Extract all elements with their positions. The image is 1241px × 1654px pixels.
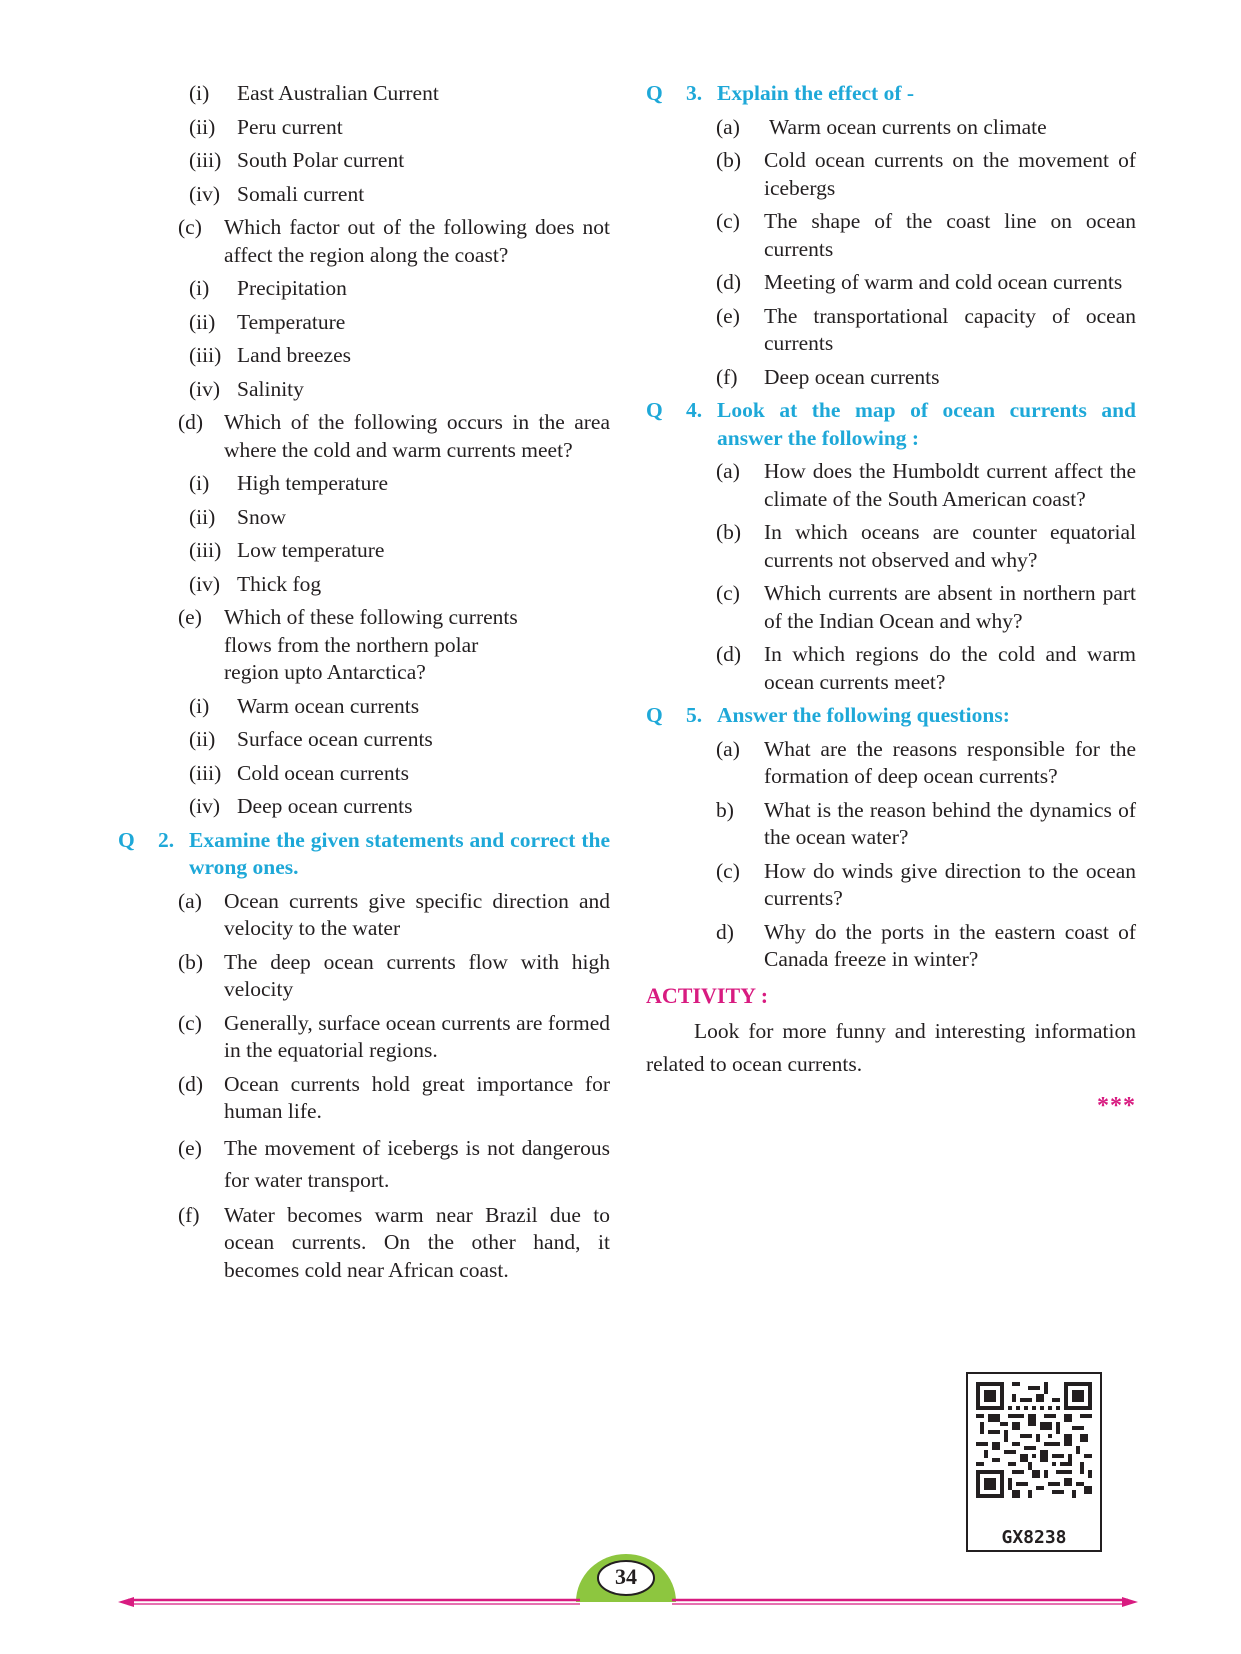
- sub-question-row: b) What is the reason behind the dynamics of the ocean water?: [716, 797, 1136, 849]
- question-e: (e) Which of these following currents flows from the northern polar region upto Antarctica?: [178, 605, 518, 684]
- sub-question-row: (b) Cold ocean currents on the movement of icebergs: [716, 148, 1136, 200]
- question-text: Examine the given statements and correct the wrong ones.: [189, 827, 610, 879]
- question-2-heading: [118, 827, 610, 882]
- statement-row: (b) The deep ocean currents flow with high velocity: [178, 949, 610, 1001]
- statement-row: (e) The movement of icebergs is not dangerous for water transport.: [178, 1135, 610, 1192]
- question-text: Look at the map of ocean currents and answer the following :: [717, 398, 1136, 450]
- question-number: 3.: [686, 81, 703, 105]
- option-row: (i) High temperature: [189, 471, 389, 495]
- statement-row: (a) Ocean currents give specific direction and velocity to the water: [178, 888, 610, 940]
- option-row: (iv) Thick fog: [189, 571, 322, 596]
- question-label: Q: [118, 827, 135, 852]
- question-5-heading: [646, 702, 1136, 730]
- sub-question-row: (a) How does the Humboldt current affect the climate of the South American coast?: [716, 459, 1136, 511]
- sub-question-row: (e) The transportational capacity of ocean currents: [716, 303, 1136, 355]
- question-label: Q: [646, 81, 663, 105]
- page-number: 34: [615, 1564, 637, 1589]
- question-label: Q: [646, 703, 663, 727]
- sub-question-row: (a) What are the reasons responsible for the formation of deep ocean currents?: [716, 736, 1136, 788]
- qr-code-icon: [976, 1382, 1092, 1498]
- sub-question-row: (c) How do winds give direction to the ocean currents?: [716, 858, 1136, 910]
- option-row: (i) Warm ocean currents: [189, 693, 420, 718]
- b-options: [118, 80, 610, 208]
- option-row: (iv) Somali current: [189, 181, 365, 206]
- sub-question-row: (d) In which regions do the cold and warm ocean currents meet?: [716, 642, 1136, 694]
- sub-question-row: d) Why do the ports in the eastern coast of Canada freeze in winter?: [716, 919, 1136, 971]
- statement-row: (f) Water becomes warm near Brazil due to ocean currents. On the other hand, it becomes cold near African coast.: [178, 1202, 610, 1282]
- option-row: (i) Precipitation: [189, 276, 347, 300]
- question-d: (d) Which of the following occurs in the area where the cold and warm currents meet?: [178, 410, 610, 462]
- qr-code-label: GX8238: [1001, 1527, 1067, 1548]
- option-row: (ii) Snow: [189, 504, 286, 529]
- question-label: Q: [646, 398, 663, 422]
- option-row: (iv) Deep ocean currents: [189, 794, 413, 818]
- option-row: (iii) Land breezes: [189, 343, 351, 367]
- question-text: Answer the following questions:: [717, 703, 1010, 727]
- sub-question-row: (d) Meeting of warm and cold ocean currents: [716, 270, 1123, 294]
- option-row: (iv) Salinity: [189, 376, 304, 401]
- option-row: (iii) Cold ocean currents: [189, 760, 409, 785]
- footer-arrow-right: [1122, 1597, 1138, 1607]
- right-column: [646, 80, 1136, 1121]
- question-text: Explain the effect of -: [717, 81, 915, 105]
- statement-row: (c) Generally, surface ocean currents are formed in the equatorial regions.: [178, 1010, 610, 1062]
- question-3-heading: [646, 80, 1136, 108]
- statement-row: (d) Ocean currents hold great importance for human life.: [178, 1071, 610, 1123]
- option-row: (ii) Temperature: [189, 309, 346, 334]
- question-number: 4.: [686, 398, 703, 422]
- option-row: (iii) South Polar current: [189, 148, 405, 172]
- sub-question-row: (c) Which currents are absent in northern part of the Indian Ocean and why?: [716, 581, 1136, 633]
- option-row: (ii) Peru current: [189, 114, 343, 139]
- question-c: (c) Which factor out of the following does not affect the region along the coast?: [178, 215, 610, 267]
- sub-question-row: (f) Deep ocean currents: [716, 364, 940, 389]
- footer-arrow-left: [118, 1597, 134, 1607]
- section-end-stars: ***: [1097, 1093, 1136, 1119]
- option-row: (iii) Low temperature: [189, 538, 385, 562]
- qr-code-box: [966, 1372, 1102, 1552]
- sub-question-row: (c) The shape of the coast line on ocean currents: [716, 209, 1136, 261]
- left-column: [118, 80, 610, 1290]
- sub-question-row: (a) Warm ocean currents on climate: [716, 114, 1047, 139]
- sub-question-row: (b) In which oceans are counter equatorial currents not observed and why?: [716, 520, 1136, 572]
- activity-title: ACTIVITY :: [646, 982, 769, 1008]
- option-row: (ii) Surface ocean currents: [189, 727, 433, 751]
- option-row: (i) East Australian Current: [189, 81, 439, 105]
- question-number: 2.: [158, 827, 175, 852]
- question-number: 5.: [686, 703, 703, 727]
- question-4-heading: [646, 397, 1136, 452]
- activity-text: Look for more funny and interesting information related to ocean currents.: [646, 1019, 1136, 1076]
